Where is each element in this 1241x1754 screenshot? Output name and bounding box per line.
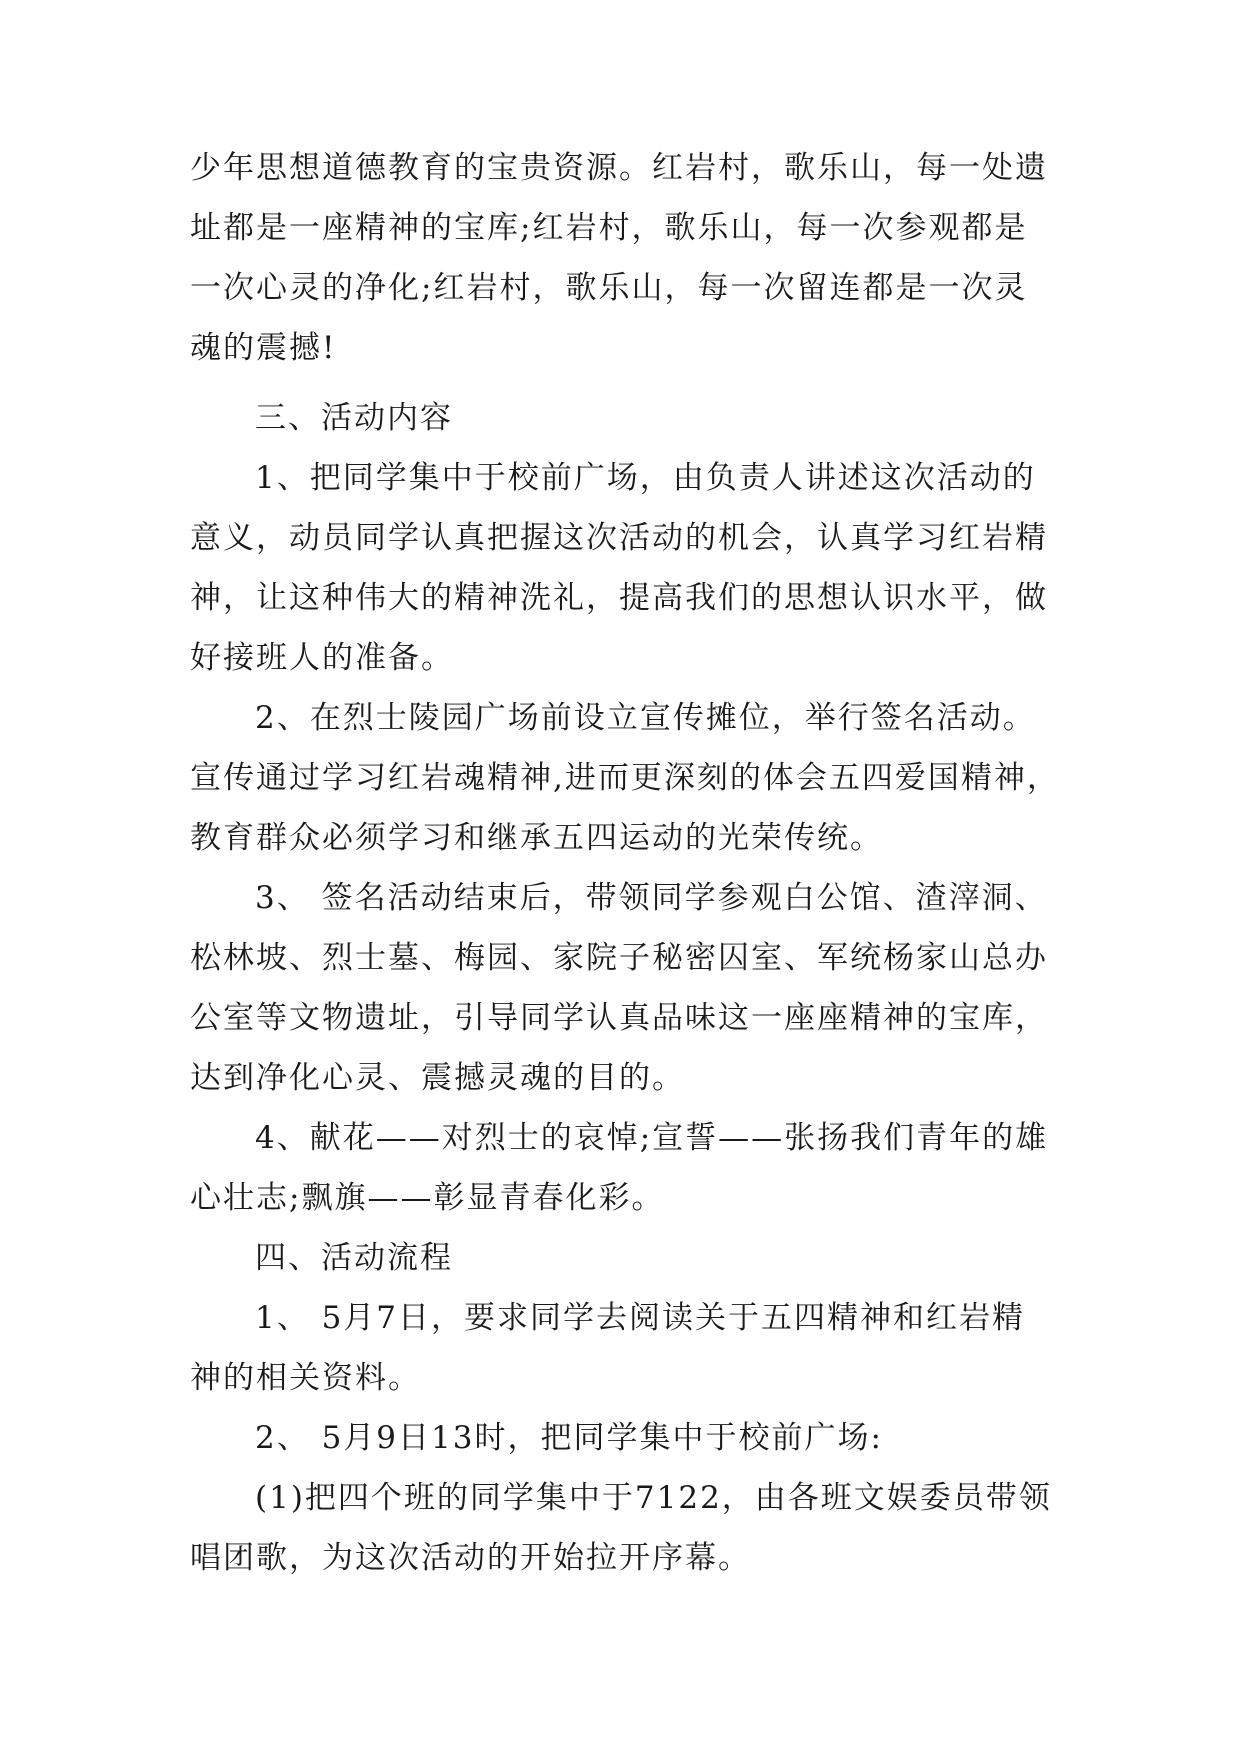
- paragraph-line: 3、 签名活动结束后，带领同学参观白公馆、渣滓洞、: [255, 880, 1048, 916]
- section-heading: 三、活动内容: [255, 400, 453, 436]
- paragraph-line: 2、 5月9日13时，把同学集中于校前广场:: [255, 1420, 883, 1456]
- paragraph-line: 达到净化心灵、震撼灵魂的目的。: [190, 1060, 685, 1096]
- paragraph-line: 松林坡、烈士墓、梅园、家院子秘密囚室、军统杨家山总办: [190, 940, 1048, 976]
- paragraph-line: 2、在烈士陵园广场前设立宣传摊位，举行签名活动。: [255, 700, 1036, 736]
- paragraph-line: 少年思想道德教育的宝贵资源。红岩村，歌乐山，每一处遗: [190, 150, 1048, 186]
- paragraph-line: 神，让这种伟大的精神洗礼，提高我们的思想认识水平，做: [190, 580, 1048, 616]
- paragraph-line: 址都是一座精神的宝库;红岩村，歌乐山，每一次参观都是: [190, 210, 1028, 246]
- paragraph-line: 好接班人的准备。: [190, 640, 454, 676]
- paragraph-line: 一次心灵的净化;红岩村，歌乐山，每一次留连都是一次灵: [190, 270, 1028, 306]
- paragraph-line: 公室等文物遗址，引导同学认真品味这一座座精神的宝库，: [190, 1000, 1048, 1036]
- paragraph-line: 4、献花——对烈士的哀悼;宣誓——张扬我们青年的雄: [255, 1120, 1049, 1156]
- paragraph-line: 神的相关资料。: [190, 1360, 421, 1396]
- paragraph-line: 教育群众必须学习和继承五四运动的光荣传统。: [190, 820, 883, 856]
- section-heading: 四、活动流程: [255, 1240, 453, 1276]
- paragraph-line: 心壮志;飘旗——彰显青春化彩。: [190, 1180, 665, 1216]
- paragraph-line: 意义，动员同学认真把握这次活动的机会，认真学习红岩精: [190, 520, 1048, 556]
- paragraph-line: 1、 5月7日，要求同学去阅读关于五四精神和红岩精: [255, 1300, 1026, 1336]
- paragraph-line: 魂的震撼!: [190, 330, 337, 366]
- paragraph-line: 宣传通过学习红岩魂精神,进而更深刻的体会五四爱国精神，: [190, 760, 1060, 796]
- paragraph-line: 1、把同学集中于校前广场，由负责人讲述这次活动的: [255, 460, 1036, 496]
- paragraph-line: 唱团歌，为这次活动的开始拉开序幕。: [190, 1540, 751, 1576]
- paragraph-line: (1)把四个班的同学集中于7122，由各班文娱委员带领: [255, 1480, 1052, 1516]
